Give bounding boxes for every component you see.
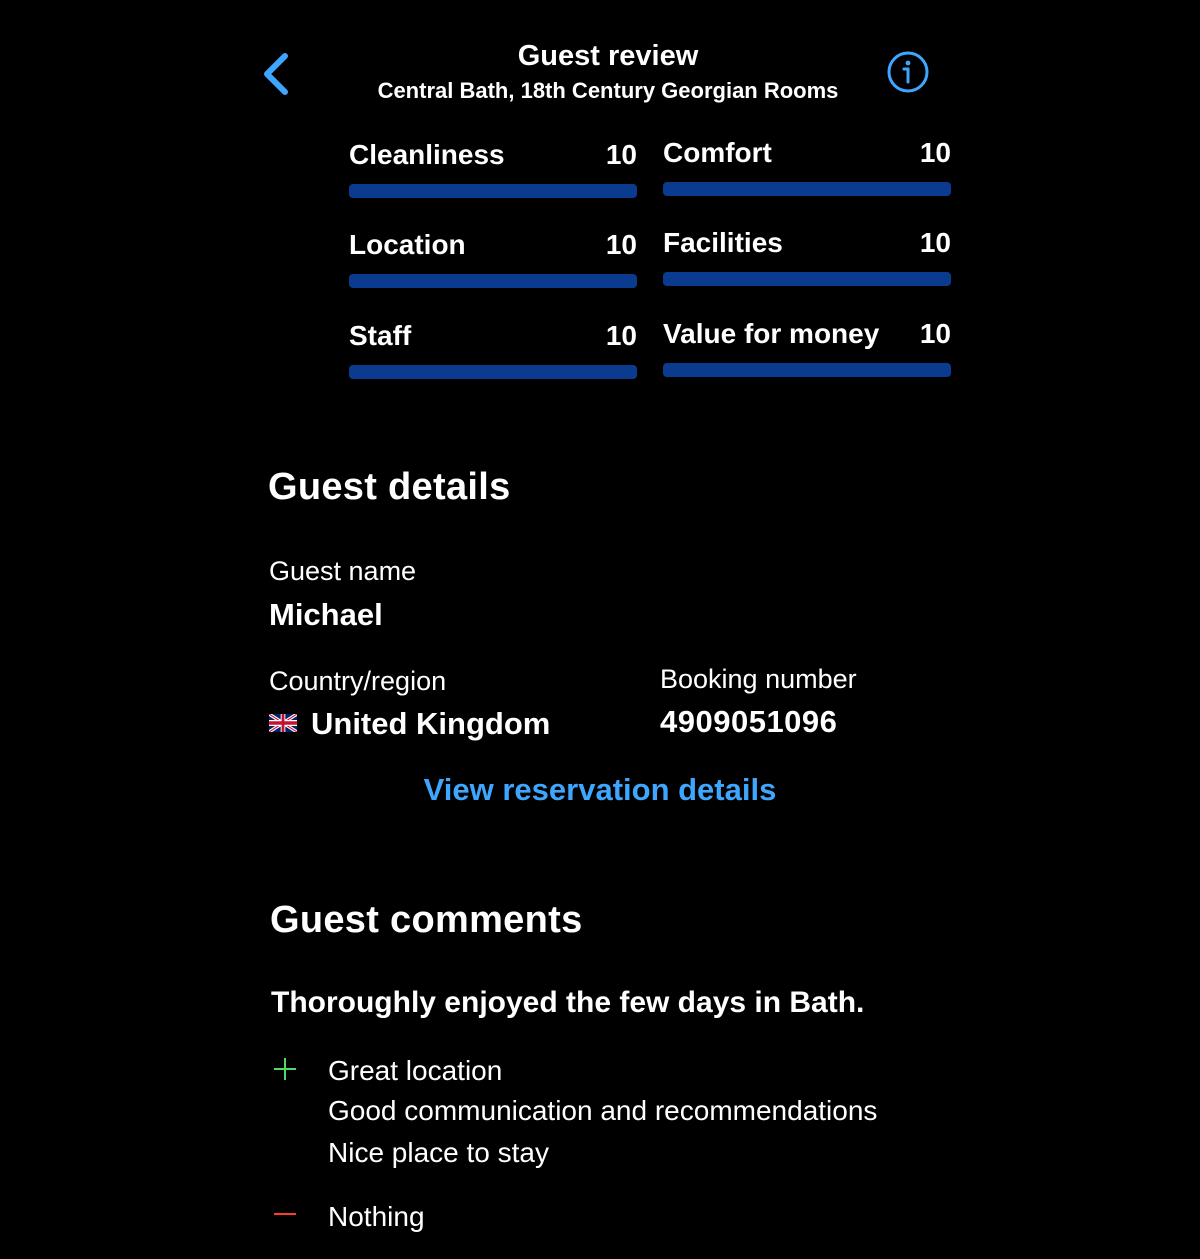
rating-bar bbox=[663, 363, 951, 377]
guest-details-heading: Guest details bbox=[268, 466, 511, 508]
rating-bar bbox=[349, 274, 637, 288]
pro-comment: Great location bbox=[328, 1055, 503, 1086]
chevron-left-icon bbox=[261, 52, 291, 96]
rating-comfort bbox=[663, 137, 951, 197]
rating-score: 10 bbox=[919, 137, 951, 168]
rating-label: Comfort bbox=[663, 137, 772, 168]
info-circle-icon bbox=[886, 50, 930, 94]
country-value bbox=[269, 706, 550, 742]
rating-bar bbox=[663, 182, 951, 196]
rating-label: Staff bbox=[349, 320, 412, 351]
uk-flag-icon bbox=[269, 714, 297, 732]
rating-bar bbox=[349, 365, 637, 379]
back-button[interactable] bbox=[252, 46, 300, 102]
rating-staff bbox=[349, 320, 637, 380]
booking-number-label: Booking number bbox=[660, 664, 857, 694]
view-reservation-details-link[interactable]: View reservation details bbox=[423, 772, 777, 807]
comment-headline: Thoroughly enjoyed the few days in Bath. bbox=[271, 986, 865, 1019]
country-label: Country/region bbox=[269, 666, 447, 696]
rating-location bbox=[349, 229, 637, 289]
rating-score: 10 bbox=[605, 139, 637, 170]
info-button[interactable] bbox=[884, 49, 932, 95]
rating-label: Facilities bbox=[663, 227, 783, 258]
con-comment: Nothing bbox=[328, 1201, 425, 1232]
rating-score: 10 bbox=[919, 318, 951, 349]
rating-score: 10 bbox=[605, 320, 637, 351]
page-title: Guest review bbox=[517, 40, 699, 72]
guest-name-label: Guest name bbox=[269, 556, 417, 586]
rating-label: Cleanliness bbox=[349, 139, 505, 170]
rating-score: 10 bbox=[919, 227, 951, 258]
rating-bar bbox=[349, 184, 637, 198]
rating-cleanliness bbox=[349, 139, 637, 199]
property-name: Central Bath, 18th Century Georgian Rooms bbox=[377, 78, 839, 103]
rating-label: Location bbox=[349, 229, 466, 260]
pro-comment: Good communication and recommendations bbox=[328, 1095, 878, 1126]
rating-bar bbox=[663, 272, 951, 286]
country-name: United Kingdom bbox=[311, 706, 551, 741]
pro-comment: Nice place to stay bbox=[328, 1137, 549, 1168]
guest-comments-heading: Guest comments bbox=[270, 899, 583, 941]
rating-label: Value for money bbox=[663, 318, 880, 349]
minus-icon bbox=[272, 1201, 298, 1227]
booking-number-value: 4909051096 bbox=[660, 704, 838, 739]
rating-facilities bbox=[663, 227, 951, 287]
rating-score: 10 bbox=[605, 229, 637, 260]
guest-name-value: Michael bbox=[269, 597, 383, 632]
plus-icon bbox=[272, 1056, 298, 1082]
rating-value-for-money bbox=[663, 318, 951, 378]
